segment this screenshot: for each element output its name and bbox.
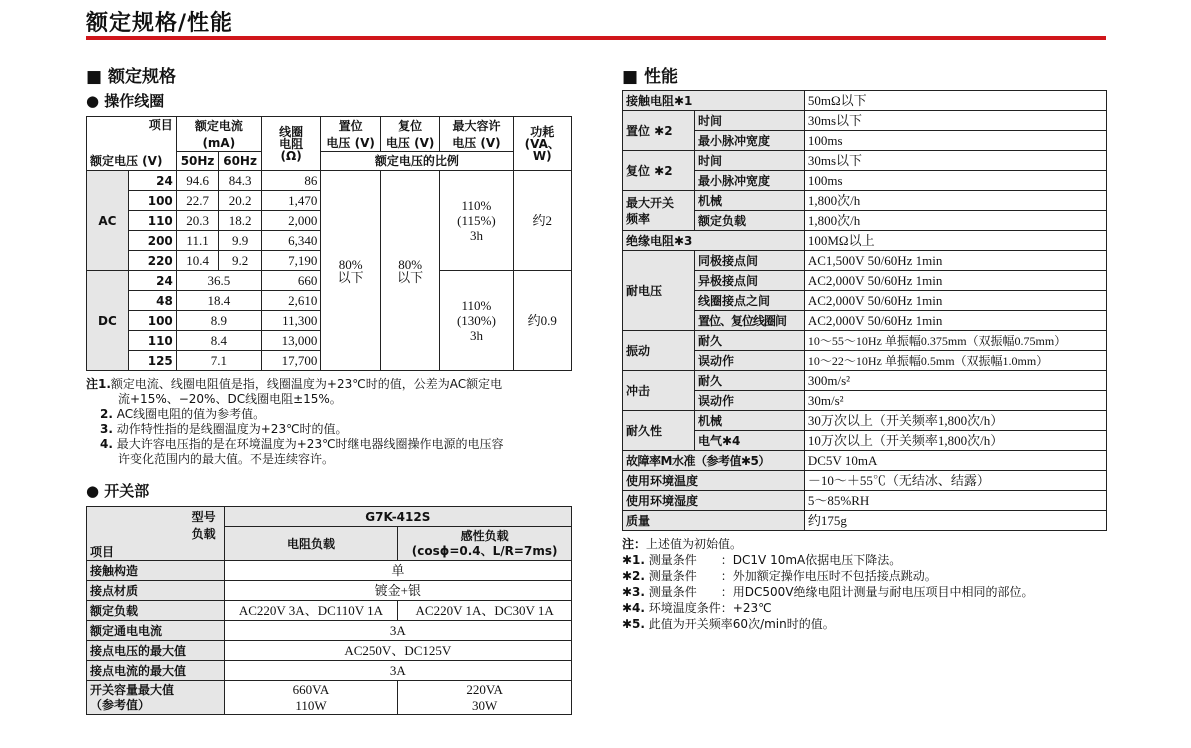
header-current: 额定电流	[194, 119, 243, 134]
model-value: G7K-412S	[365, 509, 431, 524]
row-label: 接触构造	[90, 563, 139, 578]
dc-max: 110%	[461, 298, 492, 313]
perf-sub: 时间	[697, 153, 722, 168]
ac-current-60: 9.2	[231, 253, 249, 268]
perf-label: 接触电阻✱1	[626, 93, 693, 108]
header-max-v2: 电压 (V)	[452, 136, 501, 151]
perf-sub: 置位、复位线圈间	[697, 313, 786, 328]
perf-label: 故障率M水准（参考值✱5）	[626, 453, 770, 468]
inductive-cond: (cosϕ=0.4、L/R=7ms)	[411, 544, 558, 558]
row-value: AC220V 3A、DC110V 1A	[238, 603, 384, 618]
header-set-v2: 电压 (V)	[326, 136, 375, 151]
row-value: 镀金+银	[374, 583, 421, 598]
dc-current: 8.4	[210, 333, 227, 348]
header-power: 功耗	[530, 124, 555, 139]
header-power-unit: (VA、W)	[524, 136, 560, 163]
header-rated-voltage: 额定电压 (V)	[90, 153, 163, 168]
perf-sub: 耐久	[697, 373, 722, 388]
note-label: 注1.	[86, 377, 111, 391]
perf-value: 1,800次/h	[807, 193, 861, 208]
cap-label-2: （参考值）	[90, 698, 151, 712]
performance-title: ■ 性能	[622, 67, 678, 87]
dc-resistance: 13,000	[281, 333, 318, 348]
coil-table: 项目 额定电流 线圈 电阻 (Ω) 置位 复位 最大容许 功耗 (VA、W) (mA) 电压 (V) 电压 (V) 电压 (V) 额定电压 (V) 50Hz 60Hz 额定电压的比例 AC 24 94.6 84.3 86 80% 以下 80% 以下 110% (115%) 3h 约2 100 22.7 20.2 1,470 110 20.3 18.2 2,000 200 11.1 9.9 6,340 220 10.4 9.2 7,190 DC 24 36.5 660 110% (130%) 3h 约0.9 48 18.4 2,610 100 8.9 11,300 110 8.4 13,000 125 7.1 17,700	[86, 116, 572, 371]
ac-voltage: 110	[147, 213, 173, 228]
perf-value: AC2,000V 50/60Hz 1min	[807, 313, 943, 328]
cap-label: 开关容量最大值	[90, 683, 175, 697]
header-resistance: 线圈	[279, 124, 304, 139]
note-text: 动作特性指的是线圈温度为+23℃时的值。	[116, 422, 348, 436]
perf-value: 10～22～10Hz 单振幅0.5mm（双振幅1.0mm）	[807, 353, 1049, 368]
note-text: 上述值为初始值。	[646, 537, 743, 551]
perf-value: 约175g	[807, 513, 847, 528]
ac-voltage: 24	[156, 173, 173, 188]
perf-sub: 最小脉冲宽度	[697, 133, 770, 148]
ac-voltage: 200	[147, 233, 173, 248]
ac-current-50: 11.1	[186, 233, 209, 248]
perf-value: AC2,000V 50/60Hz 1min	[807, 293, 943, 308]
set-value: 80%	[338, 256, 363, 272]
row-value: 3A	[389, 663, 406, 678]
dc-max-time: 3h	[469, 328, 483, 343]
header-resistance-2: 电阻	[279, 136, 304, 151]
perf-value: 100ms	[807, 133, 843, 148]
inductive-load: 感性负载	[460, 529, 509, 543]
header-50hz: 50Hz	[180, 154, 215, 168]
perf-value: 300m/s²	[807, 373, 851, 388]
ac-current-60: 20.2	[228, 193, 252, 208]
dc-resistance: 17,700	[281, 353, 318, 368]
dc-voltage: 110	[147, 333, 173, 348]
ac-resistance: 1,470	[288, 193, 318, 208]
perf-label: 使用环境温度	[626, 473, 699, 488]
note-label: 4.	[100, 437, 113, 451]
perf-value: 30万次以上（开关频率1,800次/h）	[807, 413, 1004, 428]
note-text: 测量条件 ：用DC500V绝缘电阻计测量与耐电压项目中相同的部位。	[648, 585, 1034, 599]
ac-max-paren: 115%	[461, 213, 492, 228]
reset-value: 80%	[398, 256, 423, 272]
row-value: 单	[391, 563, 405, 578]
page-title: 额定规格/性能	[86, 11, 234, 36]
row-label: 额定通电电流	[90, 623, 163, 638]
perf-sub: 机械	[697, 413, 722, 428]
note-label: ✱2.	[622, 569, 645, 583]
perf-sub: 电气✱4	[697, 433, 741, 448]
switch-title: ● 开关部	[86, 482, 150, 500]
ac-max: 110%	[461, 198, 492, 213]
perf-value: 50mΩ以下	[807, 93, 867, 108]
ac-power: 约2	[532, 213, 552, 228]
perf-value: AC2,000V 50/60Hz 1min	[807, 273, 943, 288]
row-label: 接点电压的最大值	[90, 643, 187, 658]
ac-max-time: 3h	[469, 228, 483, 243]
perf-value: AC1,500V 50/60Hz 1min	[807, 253, 943, 268]
note-label: ✱3.	[622, 585, 645, 599]
perf-sub: 机械	[697, 193, 722, 208]
perf-value: 30m/s²	[807, 393, 844, 408]
model-label: 型号	[191, 509, 216, 524]
note-text: 许变化范围内的最大值。不是连续容许。	[118, 452, 335, 466]
dc-voltage: 24	[156, 273, 173, 288]
header-set-v: 置位	[338, 119, 363, 134]
dc-voltage: 125	[147, 353, 173, 368]
perf-value: 5～85%RH	[807, 493, 870, 508]
dc-resistance: 11,300	[282, 313, 318, 328]
ac-current-60: 18.2	[228, 213, 252, 228]
note-label: 2.	[100, 407, 113, 421]
performance-table	[622, 90, 1107, 531]
perf-label: 复位 ✱2	[626, 163, 673, 178]
perf-sub: 时间	[697, 113, 722, 128]
resistive-load: 电阻负载	[286, 536, 335, 551]
perf-sub: 额定负载	[697, 213, 746, 228]
dc-resistance: 2,610	[288, 293, 318, 308]
ac-voltage: 100	[147, 193, 173, 208]
cap-b1: 220VA	[466, 682, 503, 697]
perf-sub: 异极接点间	[697, 273, 758, 288]
header-reset-v: 复位	[398, 119, 423, 134]
note-text: AC线圈电阻的值为参考值。	[116, 407, 266, 421]
cap-a1: 660VA	[292, 682, 330, 697]
note-label: ✱5.	[622, 617, 645, 631]
header-item: 项目	[148, 118, 173, 132]
note-text: 此值为开关频率60次/min时的值。	[648, 617, 835, 631]
dc-current: 8.9	[210, 313, 227, 328]
ac-resistance: 86	[304, 173, 318, 188]
perf-sub: 误动作	[697, 353, 734, 368]
dc-current: 36.5	[207, 273, 231, 288]
perf-value: －10～＋55℃（无结冰、结露）	[807, 473, 990, 488]
perf-value: DC5V 10mA	[807, 453, 878, 468]
perf-value: 1,800次/h	[807, 213, 861, 228]
row-label: 接点电流的最大值	[90, 663, 187, 678]
perf-sub: 误动作	[697, 393, 734, 408]
switch-table	[86, 506, 572, 715]
perf-value: 100MΩ以上	[807, 233, 875, 248]
perf-label: 质量	[626, 513, 651, 528]
perf-sub: 最小脉冲宽度	[697, 173, 770, 188]
ac-current-60: 84.3	[228, 173, 252, 188]
perf-value: 10～55～10Hz 单振幅0.375mm（双振幅0.75mm）	[807, 333, 1067, 348]
perf-sub: 同极接点间	[697, 253, 758, 268]
ac-resistance: 7,190	[288, 253, 318, 268]
dc-label: DC	[97, 313, 117, 328]
dc-voltage: 100	[147, 313, 173, 328]
title-rule	[86, 36, 1106, 40]
perf-label: 使用环境湿度	[626, 493, 699, 508]
dc-power: 约0.9	[527, 313, 557, 328]
note-text: 环境温度条件：+23℃	[648, 601, 772, 615]
perf-value: 30ms以下	[807, 153, 863, 168]
item-label: 项目	[90, 545, 115, 560]
ac-current-60: 9.9	[231, 233, 249, 248]
ac-resistance: 6,340	[288, 233, 318, 248]
row-value: AC250V、DC125V	[344, 643, 452, 658]
perf-label: 冲击	[626, 383, 651, 398]
dc-resistance: 660	[297, 273, 318, 288]
perf-value: 30ms以下	[807, 113, 863, 128]
perf-label-2: 频率	[626, 211, 651, 226]
note-text: 测量条件 ：DC1V 10mA依据电压下降法。	[648, 553, 902, 567]
perf-sub: 耐久	[697, 333, 722, 348]
perf-label: 最大开关	[626, 195, 675, 210]
note-label: ✱1.	[622, 553, 645, 567]
perf-label: 绝缘电阻✱3	[626, 233, 693, 248]
header-resistance-unit: (Ω)	[280, 148, 302, 163]
dc-max-paren: 130%	[461, 313, 492, 328]
perf-label: 耐久性	[626, 423, 663, 438]
row-label: 接点材质	[90, 583, 139, 598]
note-text: 最大许容电压指的是在环境温度为+23℃时继电器线圈操作电源的电压容	[116, 437, 504, 451]
note-label: 3.	[100, 422, 113, 436]
header-60hz: 60Hz	[223, 154, 257, 168]
header-max-v: 最大容许	[452, 119, 501, 134]
note-text: 流+15%、−20%、DC线圈电阻±15%。	[118, 392, 342, 406]
perf-label: 置位 ✱2	[626, 123, 673, 138]
header-reset-v2: 电压 (V)	[385, 136, 435, 151]
coil-title: ● 操作线圈	[86, 92, 165, 110]
load-label: 负载	[191, 527, 216, 542]
rated-spec-title: ■ 额定规格	[86, 67, 176, 87]
row-label: 额定负载	[90, 603, 139, 618]
ac-label: AC	[98, 213, 117, 228]
dc-voltage: 48	[156, 293, 173, 308]
perf-label: 振动	[626, 343, 651, 358]
note-label: 注：	[622, 537, 647, 551]
header-ratio: 额定电压的比例	[374, 154, 459, 168]
ac-voltage: 220	[147, 253, 173, 268]
set-value-2: 以下	[337, 269, 364, 285]
reset-value-2: 以下	[397, 269, 424, 285]
cap-a2: 110W	[295, 698, 327, 713]
note-text: 额定电流、线圈电阻值是指，线圈温度为+23℃时的值，公差为AC额定电	[110, 377, 503, 391]
dc-current: 7.1	[210, 353, 227, 368]
ac-current-50: 94.6	[186, 173, 209, 188]
header-current-unit: (mA)	[202, 136, 236, 151]
cap-b2: 30W	[471, 698, 498, 713]
perf-value: 100ms	[807, 173, 843, 188]
note-label: ✱4.	[622, 601, 645, 615]
ac-current-50: 20.3	[186, 213, 209, 228]
row-value: AC220V 1A、DC30V 1A	[415, 603, 554, 618]
row-value: 3A	[389, 623, 406, 638]
dc-current: 18.4	[207, 293, 231, 308]
ac-resistance: 2,000	[288, 213, 318, 228]
ac-current-50: 22.7	[186, 193, 209, 208]
perf-sub: 线圈接点之间	[697, 293, 770, 308]
perf-label: 耐电压	[626, 283, 663, 298]
perf-value: 10万次以上（开关频率1,800次/h）	[807, 433, 1004, 448]
ac-current-50: 10.4	[186, 253, 209, 268]
note-text: 测量条件 ：外加额定操作电压时不包括接点跳动。	[648, 569, 937, 583]
